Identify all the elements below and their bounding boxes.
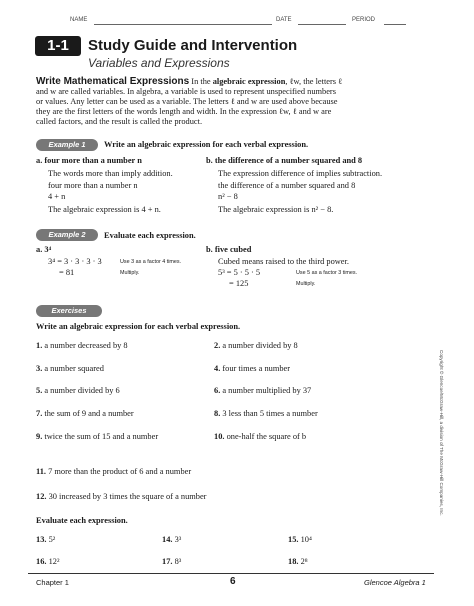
exercise-text: a number decreased by 8 — [44, 341, 128, 350]
exercise-text: the sum of 9 and a number — [44, 409, 134, 418]
exercise-number: 8. — [214, 409, 221, 418]
evaluate-number: 13. — [36, 535, 47, 544]
example-2b-note-1: Use 5 as a factor 3 times. — [296, 270, 358, 276]
example-2b-label: b. five cubed — [206, 245, 252, 254]
evaluate-text: 5² — [48, 535, 56, 544]
exercise-item — [36, 432, 158, 441]
exercise-text: twice the sum of 15 and a number — [44, 432, 159, 441]
date-line — [298, 24, 346, 25]
evaluate-text: 3³ — [174, 535, 182, 544]
name-label: NAME — [70, 17, 88, 23]
exercise-number: 9. — [36, 432, 43, 441]
example-1a-line-4: The algebraic expression is 4 + n. — [48, 205, 161, 214]
evaluate-number: 14. — [162, 535, 173, 544]
exercise-number: 5. — [36, 386, 43, 395]
example-2a-line-2: = 81 — [59, 268, 75, 277]
intro-line-4: they are the first letters of the words length and width. In the expression ℓw, ℓ and w are — [36, 107, 332, 116]
exercise-text: a number divided by 6 — [44, 386, 120, 395]
example-2a-note-1: Use 3 as a factor 4 times. — [120, 259, 182, 265]
example-2b-note-2: Multiply. — [296, 281, 316, 287]
exercise-number: 10. — [214, 432, 225, 441]
page-subtitle: Variables and Expressions — [88, 56, 230, 70]
evaluate-text: 8³ — [174, 557, 182, 566]
example-1b-line-3: n² − 8 — [218, 192, 238, 201]
exercise-text: a number squared — [44, 364, 104, 373]
exercise-text: 7 more than the product of 6 and a number — [48, 467, 192, 476]
exercise-item — [36, 364, 104, 373]
example-1b-line-1: The expression difference of implies subtraction. — [218, 169, 383, 178]
example-1a-line-2: four more than a number n — [48, 181, 138, 190]
example-1b-label: b. the difference of a number squared and 8 — [206, 156, 363, 165]
exercise-number: 4. — [214, 364, 221, 373]
evaluate-text: 2⁸ — [300, 557, 308, 566]
exercise-item — [36, 341, 128, 350]
evaluate-text: 12² — [48, 557, 60, 566]
page-title: Study Guide and Intervention — [88, 37, 298, 54]
exercise-item — [36, 467, 191, 476]
evaluate-item — [288, 557, 308, 566]
example-1a-line-1: The words more than imply addition. — [48, 169, 173, 178]
exercises-instruction-2: Evaluate each expression. — [36, 516, 128, 525]
date-label: DATE — [276, 17, 292, 23]
exercise-item — [214, 409, 318, 418]
footer-page-number: 6 — [230, 576, 236, 587]
evaluate-item — [162, 557, 181, 566]
evaluate-number: 16. — [36, 557, 47, 566]
exercise-item — [214, 432, 306, 441]
example-2b-line-3: = 125 — [229, 279, 249, 288]
exercise-number: 3. — [36, 364, 43, 373]
intro-line-3: or values. Any letter can be used as a variable. The letters ℓ and w are used above because — [36, 97, 338, 106]
intro-bold-term: algebraic expression — [212, 77, 286, 86]
exercise-number: 2. — [214, 341, 221, 350]
exercise-text: 30 increased by 3 times the square of a number — [48, 492, 207, 501]
exercise-text: four times a number — [222, 364, 291, 373]
exercise-text: 3 less than 5 times a number — [222, 409, 318, 418]
period-label: PERIOD — [352, 17, 376, 23]
exercise-item — [36, 386, 120, 395]
example-2a-note-2: Multiply. — [120, 270, 140, 276]
intro-text-a: In the — [191, 77, 213, 86]
exercise-item — [214, 341, 298, 350]
intro-line-2: and w are called variables. In algebra, a variable is used to represent unspecified numbers — [36, 87, 336, 96]
copyright-side-text: Copyright © Glencoe/McGraw-Hill, a division of The McGraw-Hill Companies, Inc. — [439, 350, 444, 516]
exercises-instruction-1: Write an algebraic expression for each verbal expression. — [36, 322, 241, 331]
example-2a-line-1: 3⁴ = 3 · 3 · 3 · 3 — [48, 257, 102, 266]
exercise-item — [214, 386, 311, 395]
example-2a-label: a. 3⁴ — [36, 245, 52, 254]
lesson-number: 1-1 — [35, 36, 81, 56]
evaluate-item — [36, 557, 59, 566]
exercise-text: one-half the square of b — [226, 432, 307, 441]
exercise-number: 11. — [36, 467, 47, 476]
evaluate-item — [288, 535, 312, 544]
example-1-instruction: Write an algebraic expression for each verbal expression. — [104, 140, 309, 149]
evaluate-number: 15. — [288, 535, 299, 544]
exercise-number: 12. — [36, 492, 47, 501]
evaluate-text: 10⁴ — [300, 535, 312, 544]
example-2-instruction: Evaluate each expression. — [104, 231, 196, 240]
exercises-badge: Exercises — [36, 305, 102, 317]
evaluate-item — [36, 535, 55, 544]
example-1a-label: a. four more than a number n — [36, 156, 142, 165]
exercise-text: a number divided by 8 — [222, 341, 298, 350]
period-line — [384, 24, 406, 25]
footer-chapter: Chapter 1 — [36, 578, 69, 587]
example-1b-line-2: the difference of a number squared and 8 — [218, 181, 356, 190]
footer-book-title: Glencoe Algebra 1 — [364, 578, 426, 587]
example-2b-line-1: Cubed means raised to the third power. — [218, 257, 349, 266]
evaluate-item — [162, 535, 181, 544]
exercise-number: 7. — [36, 409, 43, 418]
example-1-badge: Example 1 — [36, 139, 98, 151]
evaluate-number: 18. — [288, 557, 299, 566]
intro-line-5: called factors, and the result is called the product. — [36, 117, 203, 126]
exercise-item — [214, 364, 290, 373]
exercise-number: 6. — [214, 386, 221, 395]
exercise-item — [36, 492, 206, 501]
exercise-item — [36, 409, 134, 418]
intro-heading: Write Mathematical Expressions — [36, 76, 190, 87]
example-2b-line-2: 5³ = 5 · 5 · 5 — [218, 268, 261, 277]
footer-rule — [28, 573, 434, 574]
exercise-number: 1. — [36, 341, 43, 350]
example-1b-line-4: The algebraic expression is n² − 8. — [218, 205, 334, 214]
example-1a-line-3: 4 + n — [48, 192, 66, 201]
exercise-text: a number multiplied by 37 — [222, 386, 312, 395]
intro-text-b: , ℓw, the letters ℓ — [285, 77, 343, 86]
intro-line-1 — [36, 76, 342, 87]
example-2-badge: Example 2 — [36, 229, 98, 241]
evaluate-number: 17. — [162, 557, 173, 566]
name-line — [94, 24, 272, 25]
